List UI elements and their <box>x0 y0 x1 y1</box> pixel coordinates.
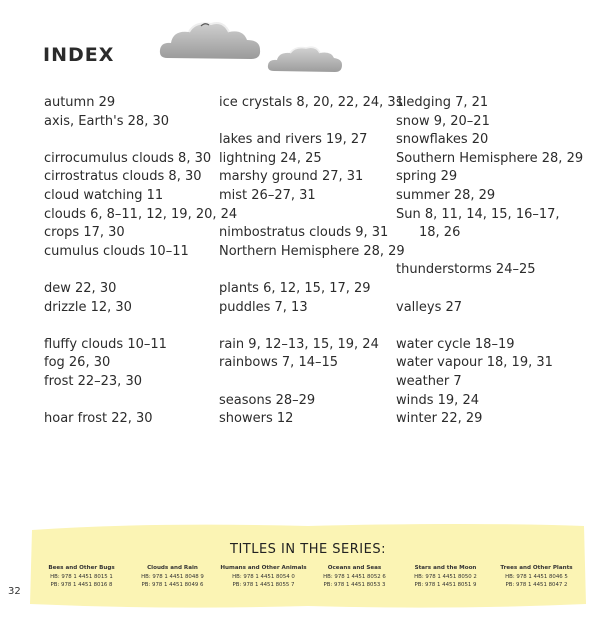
index-entry: winter 22, 29 <box>396 411 483 427</box>
index-entry: snowflakes 20 <box>396 132 489 148</box>
book-isbn: HB: 978 1 4451 8052 6 <box>323 574 386 580</box>
index-column-2 <box>219 94 405 429</box>
series-book <box>400 564 491 589</box>
index-entry: ice crystals 8, 20, 22, 24, 31 <box>219 95 404 110</box>
index-entry: valleys 27 <box>396 299 463 315</box>
spacer <box>219 206 405 225</box>
series-book <box>218 564 309 589</box>
index-entry: rainbows 7, 14–15 <box>219 355 339 371</box>
spacer <box>44 131 237 150</box>
index-entry: nimbostratus clouds 9, 31 <box>219 225 389 241</box>
spacer <box>44 261 237 280</box>
page-number: 32 <box>8 586 21 597</box>
index-entry: water vapour 18, 19, 31 <box>396 355 553 371</box>
spacer <box>396 280 583 299</box>
spacer <box>219 261 405 280</box>
index-entry: dew 22, 30 <box>44 280 117 296</box>
book-isbn: PB: 978 1 4451 8053 3 <box>323 582 386 588</box>
book-title: Humans and Other Animals <box>220 565 307 571</box>
index-entry: snow 9, 20–21 <box>396 113 490 129</box>
index-entry: Southern Hemisphere 28, 29 <box>396 150 584 166</box>
index-entry: drizzle 12, 30 <box>44 299 132 315</box>
book-isbn: PB: 978 1 4451 8055 7 <box>232 582 295 588</box>
book-isbn: HB: 978 1 4451 8048 9 <box>141 574 204 580</box>
page-title: INDEX <box>43 44 115 66</box>
index-entry: clouds 6, 8–11, 12, 19, 20, 24 <box>44 206 238 222</box>
series-book <box>309 564 400 589</box>
book-isbn: HB: 978 1 4451 8050 2 <box>414 574 477 580</box>
book-isbn: HB: 978 1 4451 8015 1 <box>50 574 113 580</box>
index-entry: water cycle 18–19 <box>396 336 515 352</box>
index-entry: mist 26–27, 31 <box>219 187 316 203</box>
book-title: Oceans and Seas <box>327 565 382 571</box>
index-column-1 <box>44 94 237 429</box>
index-entry: winds 19, 24 <box>396 392 479 408</box>
series-heading: TITLES IN THE SERIES: <box>230 542 386 557</box>
index-entry: fluffy clouds 10–11 <box>44 336 167 352</box>
index-entry: summer 28, 29 <box>396 187 496 203</box>
index-entry: lakes and rivers 19, 27 <box>219 132 368 148</box>
book-title: Bees and Other Bugs <box>48 565 115 571</box>
series-book <box>36 564 127 589</box>
book-title: Trees and Other Plants <box>500 565 573 571</box>
index-entry: hoar frost 22, 30 <box>44 411 153 427</box>
spacer <box>396 317 583 336</box>
book-title: Clouds and Rain <box>147 565 198 571</box>
index-entry: rain 9, 12–13, 15, 19, 24 <box>219 336 379 352</box>
book-isbn: PB: 978 1 4451 8049 6 <box>141 582 204 588</box>
book-isbn: PB: 978 1 4451 8051 9 <box>414 582 477 588</box>
index-entry: sledging 7, 21 <box>396 95 489 110</box>
spacer <box>44 317 237 336</box>
index-entry: crops 17, 30 <box>44 225 125 241</box>
book-isbn: HB: 978 1 4451 8046 5 <box>505 574 568 580</box>
series-book <box>127 564 218 589</box>
index-entry: Sun 8, 11, 14, 15, 16–17, <box>396 206 560 222</box>
spacer <box>219 113 405 132</box>
book-isbn: HB: 978 1 4451 8054 0 <box>232 574 295 580</box>
index-entry: plants 6, 12, 15, 17, 29 <box>219 280 371 296</box>
book-title: Stars and the Moon <box>414 565 477 571</box>
index-entry: Northern Hemisphere 28, 29 <box>219 243 405 259</box>
cloud-icon <box>266 44 344 74</box>
series-list <box>36 564 584 589</box>
index-entry: marshy ground 27, 31 <box>219 169 364 185</box>
index-entry: showers 12 <box>219 411 294 427</box>
index-entry: lightning 24, 25 <box>219 150 322 166</box>
index-entry: puddles 7, 13 <box>219 299 308 315</box>
index-entry: autumn 29 <box>44 95 116 110</box>
series-panel <box>28 520 588 610</box>
book-isbn: PB: 978 1 4451 8016 8 <box>50 582 113 588</box>
spacer <box>219 373 405 392</box>
index-entry: cirrocumulus clouds 8, 30 <box>44 150 212 166</box>
index-entry: spring 29 <box>396 169 458 185</box>
index-entry: cloud watching 11 <box>44 187 164 203</box>
index-entry: frost 22–23, 30 <box>44 373 142 389</box>
index-entry: fog 26, 30 <box>44 355 111 371</box>
series-book <box>491 564 582 589</box>
index-entry: thunderstorms 24–25 <box>396 262 536 278</box>
spacer <box>44 392 237 411</box>
index-entry: weather 7 <box>396 373 462 389</box>
index-column-3 <box>396 94 583 429</box>
index-entry: cumulus clouds 10–11 <box>44 243 189 259</box>
spacer <box>396 243 583 262</box>
index-entry: cirrostratus clouds 8, 30 <box>44 169 202 185</box>
index-entry: axis, Earth's 28, 30 <box>44 113 169 129</box>
book-isbn: PB: 978 1 4451 8047 2 <box>505 582 568 588</box>
spacer <box>219 317 405 336</box>
index-entry: 18, 26 <box>419 225 461 241</box>
index-entry: seasons 28–29 <box>219 392 316 408</box>
cloud-icon <box>157 18 263 62</box>
